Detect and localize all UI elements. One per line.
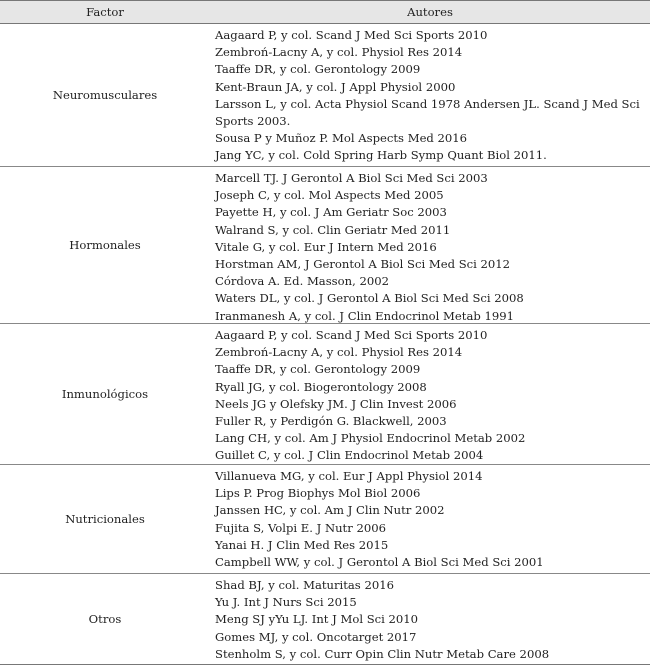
author-entry: Zembroń-Lacny A, y col. Physiol Res 2014 bbox=[215, 45, 463, 60]
factor-label: Nutricionales bbox=[65, 512, 145, 526]
author-entry: Vitale G, y col. Eur J Intern Med 2016 bbox=[215, 239, 437, 254]
factor-label: Inmunológicos bbox=[61, 387, 149, 401]
factor-label: Otros bbox=[88, 612, 122, 626]
group-neuromusculares bbox=[0, 24, 650, 167]
group-hormonales bbox=[0, 167, 650, 324]
table-header bbox=[0, 0, 650, 24]
author-entry: Shad BJ, y col. Maturitas 2016 bbox=[215, 578, 394, 592]
author-list bbox=[215, 577, 642, 663]
author-entry: Fujita S, Volpi E. J Nutr 2006 bbox=[215, 520, 386, 535]
author-entry: Horstman AM, J Gerontol A Biol Sci Med Sci 2012 bbox=[215, 257, 511, 272]
author-entry: Campbell WW, y col. J Gerontol A Biol Sci Med Sci 2001 bbox=[215, 555, 544, 570]
factor-label: Hormonales bbox=[69, 238, 141, 252]
author-entry: Waters DL, y col. J Gerontol A Biol Sci Med Sci 2008 bbox=[215, 291, 524, 306]
group-nutricionales bbox=[0, 465, 650, 574]
author-list bbox=[215, 27, 642, 165]
author-entry: Janssen HC, y col. Am J Clin Nutr 2002 bbox=[215, 503, 445, 518]
author-entry: Jang YC, y col. Cold Spring Harb Symp Quant Biol 2011. bbox=[215, 148, 547, 163]
author-list bbox=[215, 170, 642, 325]
author-list bbox=[215, 468, 642, 571]
author-entry: Kent-Braun JA, y col. J Appl Physiol 2000 bbox=[215, 79, 456, 94]
author-entry: Sousa P y Muñoz P. Mol Aspects Med 2016 bbox=[215, 131, 468, 146]
author-entry: Joseph C, y col. Mol Aspects Med 2005 bbox=[215, 188, 444, 203]
author-entry: Yanai H. J Clin Med Res 2015 bbox=[215, 537, 389, 552]
author-entry: Córdova A. Ed. Masson, 2002 bbox=[215, 274, 389, 289]
group-inmunologicos bbox=[0, 324, 650, 465]
factor-label: Neuromusculares bbox=[52, 88, 158, 102]
author-entry: Iranmanesh A, y col. J Clin Endocrinol Metab 1991 bbox=[215, 308, 514, 323]
author-entry: Taaffe DR, y col. Gerontology 2009 bbox=[215, 362, 421, 377]
author-entry: Zembroń-Lacny A, y col. Physiol Res 2014 bbox=[215, 345, 463, 360]
author-entry: Guillet C, y col. J Clin Endocrinol Metab 2004 bbox=[215, 448, 484, 463]
author-entry: Neels JG y Olefsky JM. J Clin Invest 2006 bbox=[215, 396, 457, 411]
author-entry: Villanueva MG, y col. Eur J Appl Physiol 2014 bbox=[215, 469, 483, 483]
author-entry: Meng SJ yYu LJ. Int J Mol Sci 2010 bbox=[215, 612, 419, 627]
author-entry: Aagaard P, y col. Scand J Med Sci Sports 2010 bbox=[215, 28, 488, 42]
author-entry: Yu J. Int J Nurs Sci 2015 bbox=[215, 595, 357, 610]
author-list bbox=[215, 327, 642, 465]
author-entry: Taaffe DR, y col. Gerontology 2009 bbox=[215, 62, 421, 77]
author-entry: Fuller R, y Perdigón G. Blackwell, 2003 bbox=[215, 414, 447, 429]
header-factor: Factor bbox=[86, 5, 124, 19]
author-entry: Payette H, y col. J Am Geriatr Soc 2003 bbox=[215, 205, 447, 220]
author-entry: Marcell TJ. J Gerontol A Biol Sci Med Sci 2003 bbox=[215, 171, 488, 185]
author-entry: Aagaard P, y col. Scand J Med Sci Sports 2010 bbox=[215, 328, 488, 342]
header-autores: Autores bbox=[407, 5, 453, 19]
author-entry: Stenholm S, y col. Curr Opin Clin Nutr Metab Care 2008 bbox=[215, 646, 550, 661]
group-otros bbox=[0, 574, 650, 665]
author-entry: Walrand S, y col. Clin Geriatr Med 2011 bbox=[215, 222, 451, 237]
author-entry: Lips P. Prog Biophys Mol Biol 2006 bbox=[215, 486, 421, 501]
author-entry: Larsson L, y col. Acta Physiol Scand 1978 Andersen JL. Scand J Med Sci Sports 2003. bbox=[215, 96, 640, 129]
author-entry: Gomes MJ, y col. Oncotarget 2017 bbox=[215, 629, 417, 644]
author-entry: Lang CH, y col. Am J Physiol Endocrinol Metab 2002 bbox=[215, 431, 526, 446]
author-entry: Ryall JG, y col. Biogerontology 2008 bbox=[215, 379, 427, 394]
